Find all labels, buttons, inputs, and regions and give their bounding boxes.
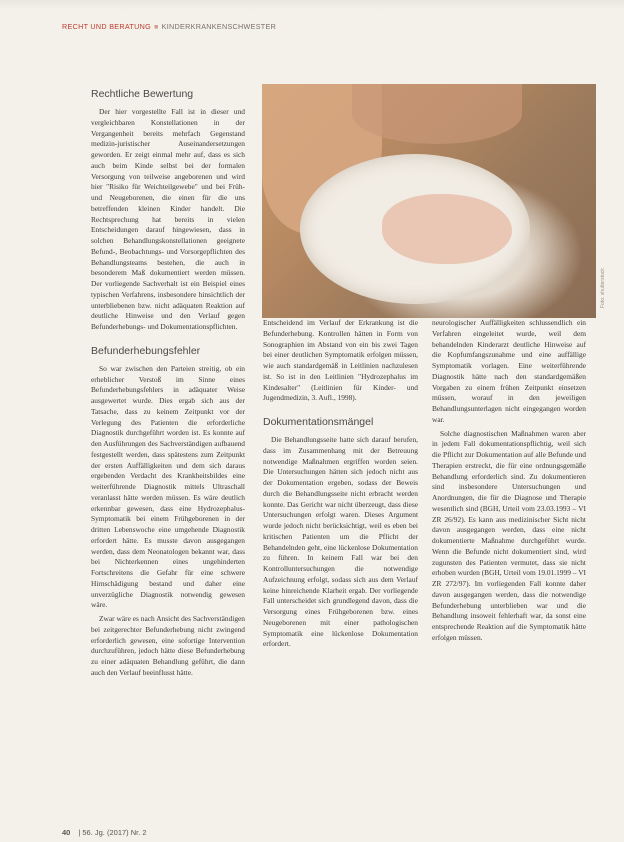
photo-baby-shape <box>382 194 512 264</box>
column-left <box>91 88 245 682</box>
heading-befunderhebungsfehler: Befunderhebungsfehler <box>91 344 201 357</box>
section-title: RECHT UND BERATUNG <box>62 22 151 31</box>
paragraph: Zwar wäre es nach Ansicht des Sachverständigen bei zeitgerechter Befunderhebung nicht zwingend erforderlich gewesen, eine sofortige Intervention durchzuführen, jedoch hätte diese Befunderhebung zu einer adäquaten Behandlung geführt, die dann auch den Verlauf beeinflusst hätte. <box>91 614 245 677</box>
heading-rechtliche-bewertung: Rechtliche Bewertung <box>91 88 194 100</box>
paragraph: So war zwischen den Parteien streitig, ob ein erheblicher Verstoß im Sinne eines Befunderhebungsfehlers in adäquater Weise ausgewertet wurde. Dies ergab sich aus der Tatsache, dass zu keinem Zeitpunkt vor der Verlegung des Patienten die erforderliche Diagnostik durchgeführt worden ist. Es konnte auf den Ausführungen des Sachverständigen aufbauend festgestellt werden, dass spätestens zum Zeitpunkt der ersten Auffälligkeiten und dem sich daraus ergebenden Verdacht des Krankheitsbildes eine weiterführende Diagnostik mittels Ultraschall veranlasst hätte werden müssen. Es wäre deutlich erkennbar gewesen, dass eine Hydrozephalus-Symptomatik bei einem Frühgeborenen in der dritten Lebenswoche eine umgehende Diagnostik erfordert hätte. Es musste davon ausgegangen werden, dass dem Neonatologen bekannt war, dass bei Nichterkennen eines ungehinderten Fortschreitens die Gefahr für eine schwere Hirnschädigung bestand und daher eine unverzügliche Diagnostik notwendig gewesen wäre. <box>91 363 245 610</box>
column-middle <box>263 318 418 653</box>
page-number: 40 <box>62 828 71 837</box>
heading-dokumentationsmaengel: Dokumentationsmängel <box>263 416 374 428</box>
subsection-title: KINDERKRANKENSCHWESTER <box>161 22 277 31</box>
column-right <box>432 318 586 647</box>
photo-credit: Foto: shutterstock <box>600 268 606 308</box>
paragraph: Entscheidend im Verlauf der Erkrankung ist die Befunderhebung. Kontrollen hätten in Form von Sonographien im Abstand von ein bis zwei Tagen bei einer deutlichen Symptomatik erfolgen müssen, wie auch standardgemäß in Leitlinien nachzulesen ist. So ist in den Leitlinien "Hydrozephalus im Kindesalter" (Leitlinien für Kinder- und Jugendmedizin, 3. Aufl., 1998). <box>263 318 418 403</box>
paragraph: neurologischer Auffälligkeiten schlussendlich ein Verfahren eingeleitet wurde, weil dem behandelnden Kinderarzt deutliche Hinweise auf die Kopfumfangszunahme und eine auffällige Symptomatik vorlagen. Eine weiterführende Diagnostik hätte nach den standardgemäßen Vorgaben zu einem frühen Zeitpunkt einsetzen müssen, worauf in den jeweiligen Behandlungsunterlagen nicht eingegangen worden war. <box>432 318 586 424</box>
running-head <box>62 22 276 31</box>
paragraph: Die Behandlungsseite hatte sich darauf berufen, dass im Zusammenhang mit der Betreuung notwendige Maßnahmen ergriffen worden seien. Die Untersuchungen hätten sich jedoch nicht aus der Dokumentation ergeben, sodass der Beweis durch die Behandlungsseite nicht erbracht werden konnte. Das Gericht war nicht überzeugt, dass diese Untersuchungen erfolgt waren. Dieses Argument wurde jedoch nicht berücksichtigt, weil es eben bei kritischen Patienten um die Pflicht der Behandelnden geht, eine lückenlose Dokumentation zu führen. In keinem Fall war bei den Kontrolluntersuchungen die notwendige Aufzeichnung erfolgt, sodass sich aus dem Verlauf keine hinreichende Klarheit ergab. Der vorliegende Fall unterscheidet sich grundlegend davon, dass die Versorgung eines Frühgeborenen bzw. eines Neugeborenen mit einer pathologischen Symptomatik eine lückenlose Dokumentation erfordert. <box>263 435 418 649</box>
newborn-photo <box>262 84 596 318</box>
page-top-strip <box>0 0 624 10</box>
paragraph: Der hier vorgestellte Fall ist in dieser und vergleichbaren Konstellationen in der Vergangenheit bereits mehrfach Gegenstand medizin-juristischer Auseinandersetzungen geworden. Er zeigt einmal mehr auf, dass es sich auch beim Kinde selbst bei der formalen Versorgung von teilweise angeborenen und wird hier "Risiko für Weichteilgewebe" und bei Früh- und Neugeborenen, die einen für die uns betreffenden kleinen Kinder handelt. Die Rechtsprechung hat bereits in vielen Entscheidungen darauf hingewiesen, dass in solchen Behandlungskonstellationen geeignete Befund-, Beobachtungs- und Vorsorgepflichten des Behandlungsteams bestehen, die auch in besonderem Maß dokumentiert werden müssen. Der vorliegende Sachverhalt ist ein Beispiel eines typischen Verfahrens, insbesondere hinsichtlich der unterbliebenen bzw. nicht adäquaten Reaktion auf deutliche Hinweise und den Verlauf gegen Befunderhebungs- und Dokumentationspflichten. <box>91 107 245 331</box>
page-footer <box>62 828 147 837</box>
header-separator: ■ <box>154 22 159 31</box>
issue-info: | 56. Jg. (2017) Nr. 2 <box>78 828 147 837</box>
photo-arm-shape <box>352 84 522 144</box>
paragraph: Solche diagnostischen Maßnahmen waren aber in jedem Fall dokumentationspflichtig, weil sich die Pflicht zur Dokumentation auf alle Befunde und Therapien erstreckt, die für eine ordnungsgemäße Behandlung erforderlich sind. Zu dokumentieren sind insbesondere Untersuchungen und Anordnungen, die für die Diagnose und Therapie wesentlich sind (BGH, Urteil vom 23.03.1993 – VI ZR 26/92). Es kann aus medizinischer Sicht nicht davon ausgegangen werden, dass eine nicht dokumentierte Maßnahme durchgeführt wurde. Wenn die Befunde nicht dokumentiert sind, wird zugunsten des Patienten vermutet, dass sie nicht erhoben wurden (BGH, Urteil vom 19.01.1999 – VI ZR 272/97). Im vorliegenden Fall konnte daher davon ausgegangen werden, dass die notwendige Befunderhebung unterblieben war und die Behandlung insoweit fehlerhaft war, da sonst eine entsprechende Reaktion auf die Symptomatik hätte erfolgen müssen. <box>432 428 586 642</box>
